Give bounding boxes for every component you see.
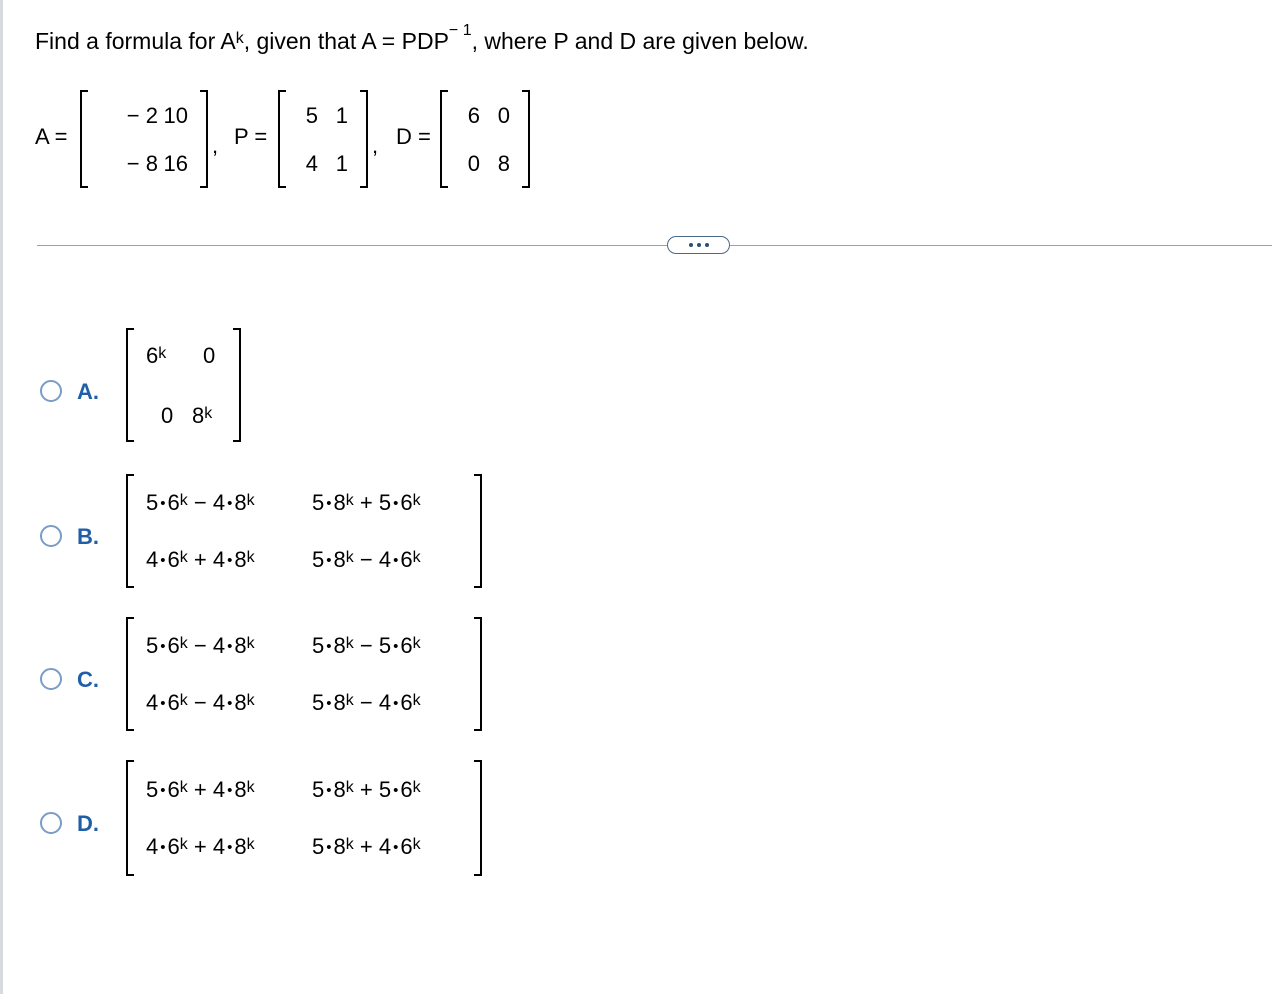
option-b-cell: 5 •6$^k$ − 4 •8$^k$ <box>146 490 255 515</box>
question-text: Find a formula for $A^k$, given that $A = PDP^{- 1}$, where P and D are given below. <box>35 22 809 54</box>
matrix-a-cell: − 2 <box>126 103 158 128</box>
matrix-d-cell: 0 <box>467 151 480 176</box>
matrix-p-cell: 4 <box>305 151 318 176</box>
dot-icon <box>705 243 709 247</box>
matrix-d-cell: 6 <box>467 103 480 128</box>
option-c-radio[interactable] <box>40 668 62 690</box>
option-b-right-bracket <box>474 474 482 588</box>
option-b-left-bracket <box>126 474 134 588</box>
option-b-cell: 4 •6$^k$ + 4 •8$^k$ <box>146 547 255 572</box>
matrix-a-cell: 10 <box>163 103 188 128</box>
section-divider <box>37 245 1272 246</box>
matrix-p-label: P = <box>234 124 268 149</box>
comma: , <box>212 133 219 158</box>
option-b-label[interactable]: B. <box>77 524 99 549</box>
matrix-p-right-bracket <box>360 90 368 188</box>
option-c-label[interactable]: C. <box>77 667 99 692</box>
option-c-cell: 5 •8$^k$ − 5 •6$^k$ <box>312 633 421 658</box>
more-options-button[interactable] <box>667 236 730 254</box>
matrix-a-right-bracket <box>200 90 208 188</box>
option-c-cell: 5 •6$^k$ − 4 •8$^k$ <box>146 633 255 658</box>
option-d-cell: 5 •8$^k$ + 4 •6$^k$ <box>312 834 421 859</box>
option-b-radio[interactable] <box>40 525 62 547</box>
matrix-d-cell: 0 <box>497 103 510 128</box>
option-d-cell: 5 •8$^k$ + 5 •6$^k$ <box>312 777 421 802</box>
option-a-left-bracket <box>126 328 134 442</box>
option-b-cell: 5 •8$^k$ + 5 •6$^k$ <box>312 490 421 515</box>
dot-icon <box>689 243 693 247</box>
option-d-right-bracket <box>474 760 482 876</box>
matrix-p-cell: 1 <box>335 103 348 128</box>
option-d-cell: 4 •6$^k$ + 4 •8$^k$ <box>146 834 255 859</box>
matrix-p-left-bracket <box>278 90 286 188</box>
option-d-left-bracket <box>126 760 134 876</box>
matrix-p-cell: 5 <box>305 103 318 128</box>
option-d-cell: 5 •6$^k$ + 4 •8$^k$ <box>146 777 255 802</box>
option-c-cell: 5 •8$^k$ − 4 •6$^k$ <box>312 690 421 715</box>
option-a-label[interactable]: A. <box>77 379 99 404</box>
option-a-cell: 0 <box>203 343 216 368</box>
option-a-radio[interactable] <box>40 380 62 402</box>
matrix-a-cell: 16 <box>163 151 188 176</box>
option-c-left-bracket <box>126 617 134 731</box>
matrix-d-left-bracket <box>440 90 448 188</box>
option-a-right-bracket <box>233 328 241 442</box>
option-c-cell: 4 •6$^k$ − 4 •8$^k$ <box>146 690 255 715</box>
option-a-cell: 8$^k$ <box>192 403 213 428</box>
matrix-p-cell: 1 <box>335 151 348 176</box>
option-b-cell: 5 •8$^k$ − 4 •6$^k$ <box>312 547 421 572</box>
matrix-a-left-bracket <box>80 90 88 188</box>
option-a-cell: 0 <box>161 403 174 428</box>
option-a-cell: 6$^k$ <box>146 343 167 368</box>
option-c-right-bracket <box>474 617 482 731</box>
option-d-label[interactable]: D. <box>77 811 99 836</box>
option-d-radio[interactable] <box>40 812 62 834</box>
comma: , <box>372 133 379 158</box>
matrix-a-cell: − 8 <box>126 151 158 176</box>
dot-icon <box>697 243 701 247</box>
matrix-d-cell: 8 <box>497 151 510 176</box>
left-border <box>0 0 3 994</box>
matrix-d-right-bracket <box>522 90 530 188</box>
matrix-d-label: D = <box>396 124 431 149</box>
matrix-a-label: A = <box>35 124 68 149</box>
